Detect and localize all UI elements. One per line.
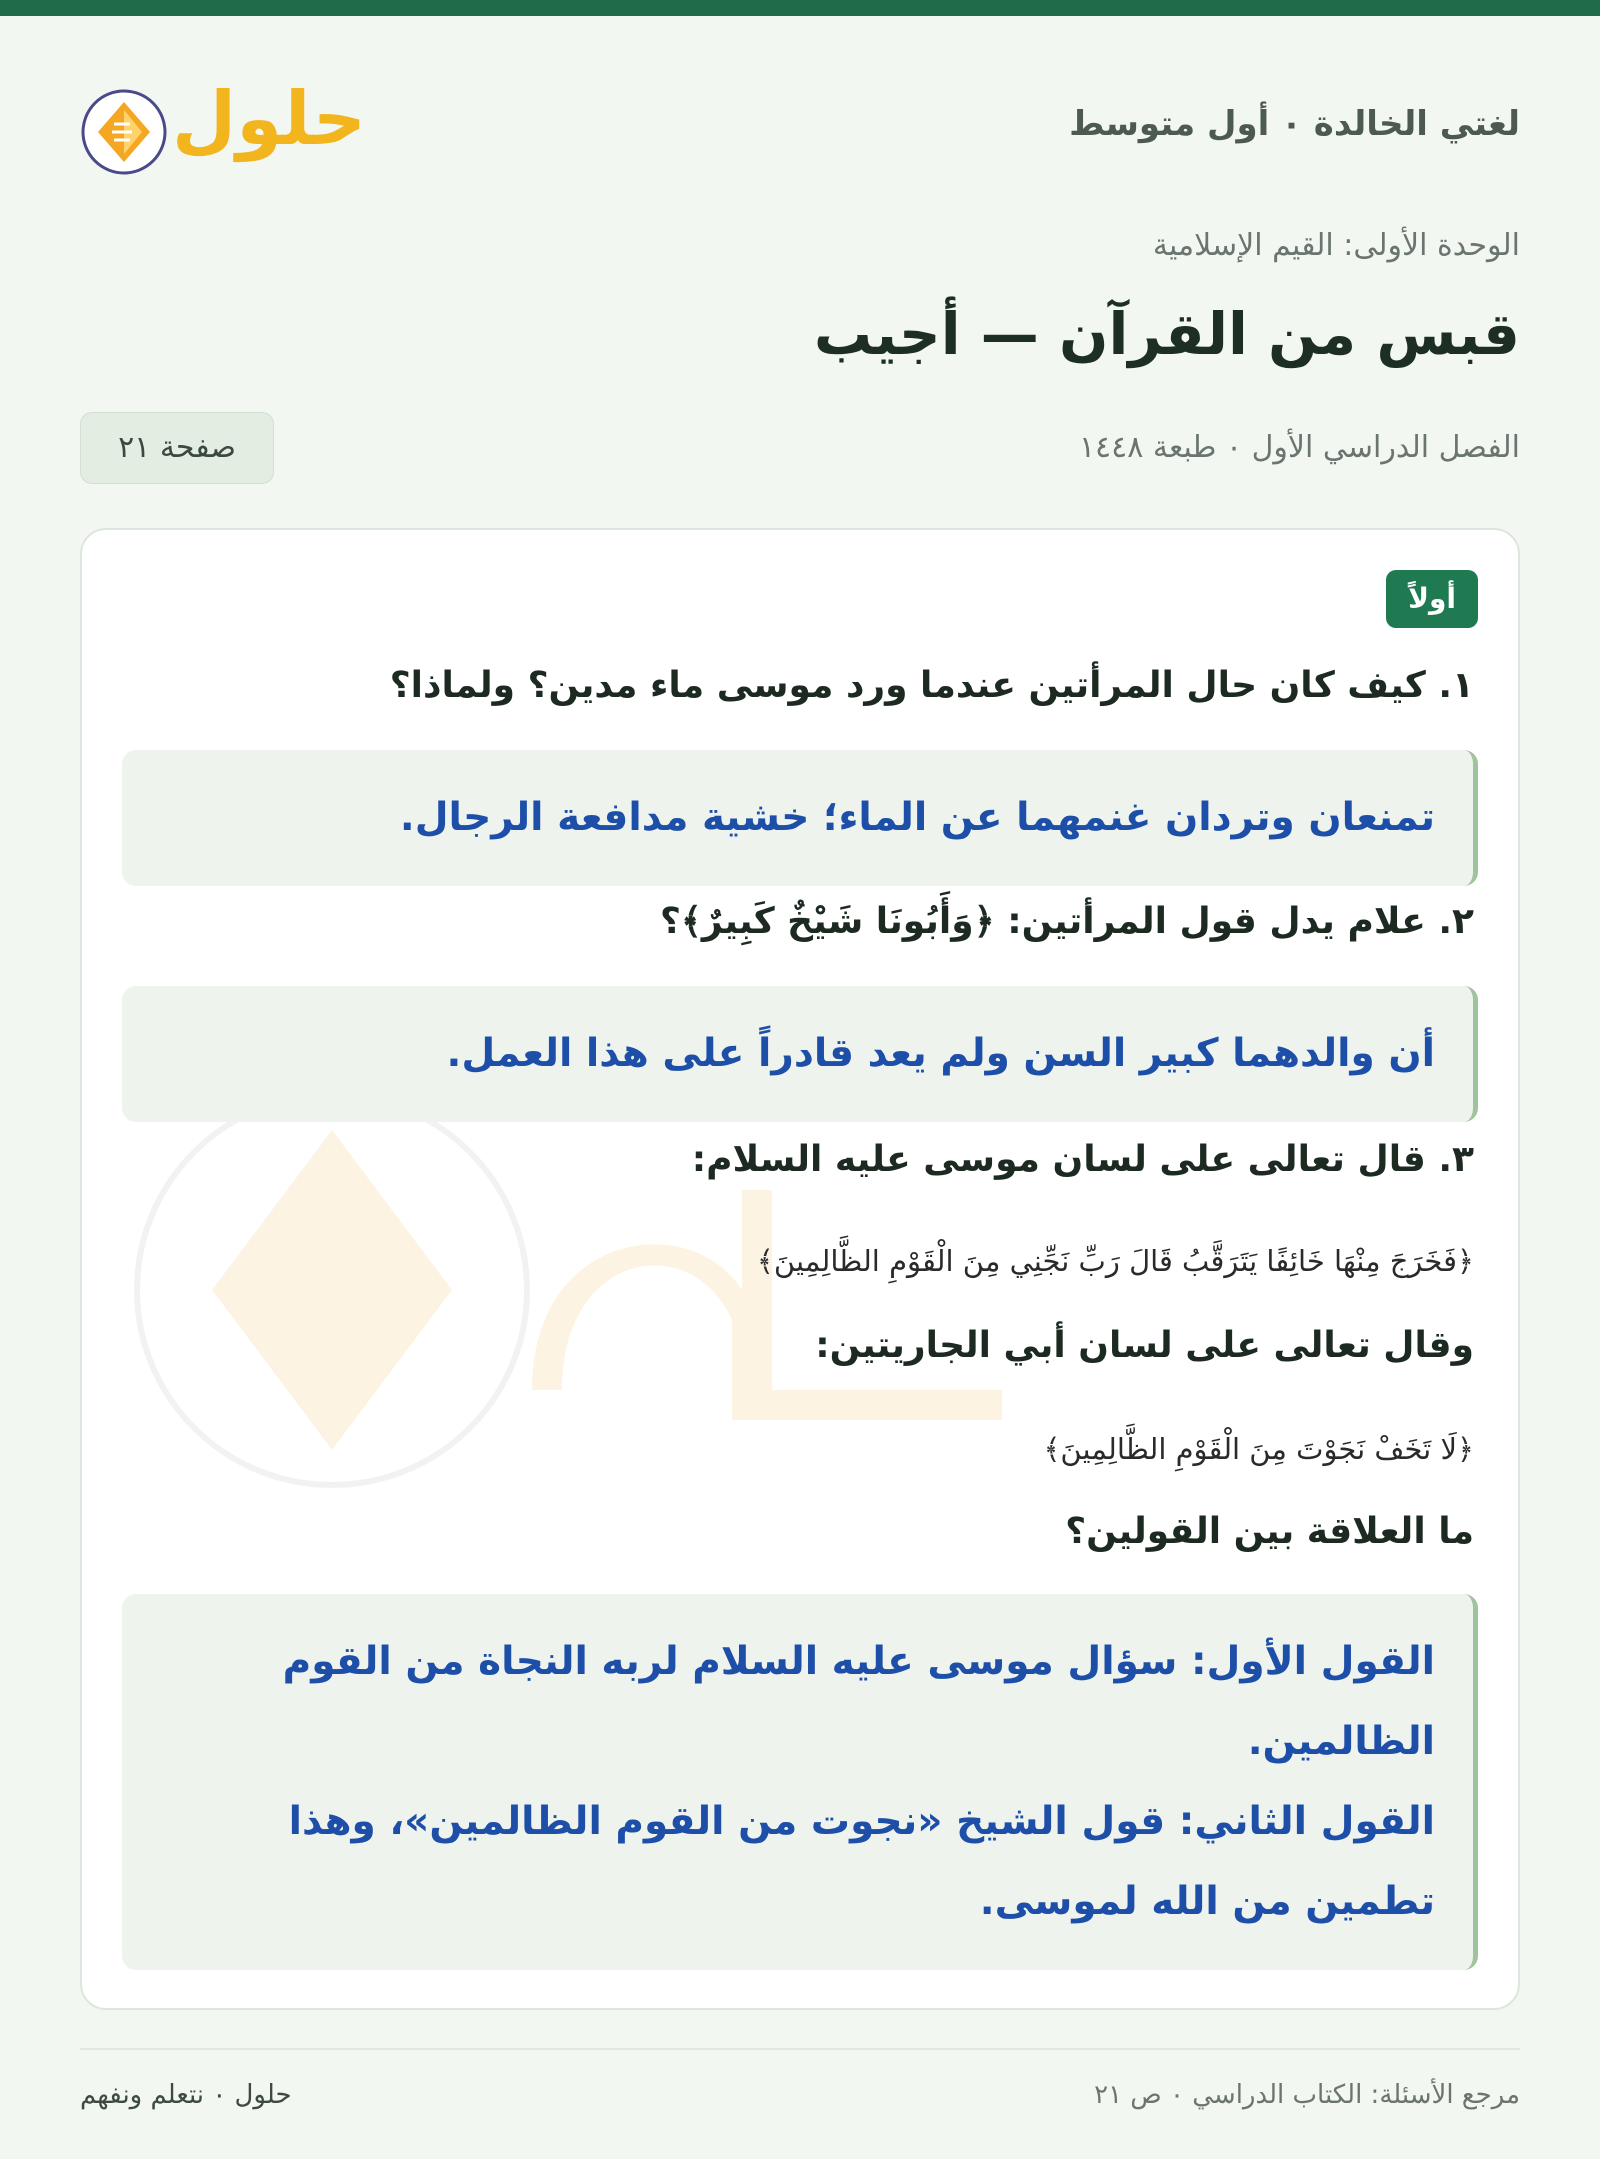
question-3-part-3: ما العلاقة بين القولين؟ — [1065, 1511, 1474, 1552]
page-title: قبس من القرآن — أجيب — [813, 300, 1520, 368]
page-header — [80, 68, 1520, 188]
footer-brand: حلول ۰ نتعلم ونفهم — [80, 2080, 292, 2110]
quran-verse-2: ﴿لَا تَخَفْ نَجَوْتَ مِنَ الْقَوْمِ الظَّالِمِينَ﴾ — [1043, 1432, 1474, 1466]
questions-card — [80, 528, 1520, 2010]
answer-1: تمنعان وتردان غنمهما عن الماء؛ خشية مدافعة الرجال. — [122, 750, 1478, 886]
footer-divider — [80, 2048, 1520, 2050]
subject-title: لغتي الخالدة ۰ أول متوسط — [1069, 104, 1520, 144]
footer-reference: مرجع الأسئلة: الكتاب الدراسي ۰ ص ٢١ — [1094, 2080, 1520, 2110]
book-logo-icon — [80, 88, 168, 176]
answer-3-line-2: الظالمين. — [1247, 1719, 1435, 1764]
unit-label: الوحدة الأولى: القيم الإسلامية — [1152, 228, 1520, 263]
section-badge: أولاً — [1386, 570, 1478, 628]
answer-2: أن والدهما كبير السن ولم يعد قادراً على هذا العمل. — [122, 986, 1478, 1122]
answer-3-line-1: القول الأول: سؤال موسى عليه السلام لربه النجاة من القوم — [282, 1639, 1435, 1684]
semester-label: الفصل الدراسي الأول ۰ طبعة ١٤٤٨ — [1078, 430, 1520, 465]
question-2: ٢. علام يدل قول المرأتين: ﴿وَأَبُونَا شَيْخٌ كَبِيرٌ﴾؟ — [659, 901, 1474, 942]
answer-3-line-3: القول الثاني: قول الشيخ «نجوت من القوم الظالمين»، وهذا — [288, 1799, 1435, 1844]
quran-verse-1: ﴿فَخَرَجَ مِنْهَا خَائِفًا يَتَرَقَّبُ قَالَ رَبِّ نَجِّنِي مِنَ الْقَوْمِ الظَّالِمِينَ﴾ — [756, 1244, 1474, 1278]
logo-wordmark: حلول — [172, 76, 367, 162]
question-3-part-2: وقال تعالى على لسان أبي الجاريتين: — [815, 1325, 1474, 1366]
hulul-logo[interactable] — [80, 68, 370, 188]
question-3: ٣. قال تعالى على لسان موسى عليه السلام: — [691, 1139, 1474, 1180]
answer-3 — [122, 1594, 1478, 1970]
page-number-badge: صفحة ٢١ — [80, 412, 274, 484]
answer-3-line-4: تطمين من الله لموسى. — [979, 1879, 1435, 1924]
question-1: ١. كيف كان حال المرأتين عندما ورد موسى ماء مدين؟ ولماذا؟ — [389, 665, 1474, 706]
top-accent-bar — [0, 0, 1600, 16]
